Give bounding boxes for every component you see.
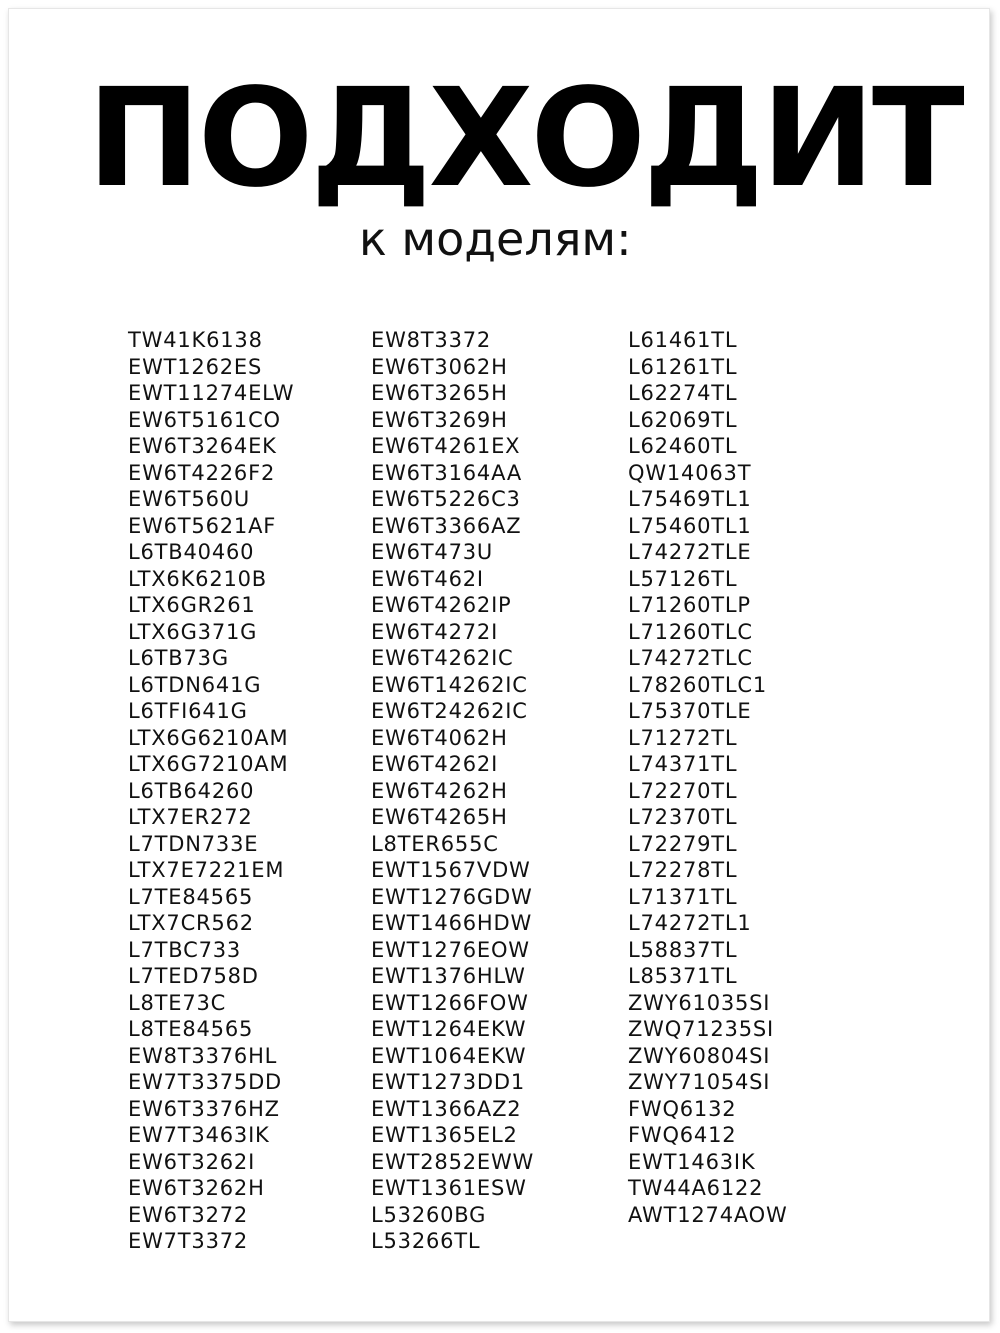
- model-item: L62274TL: [628, 381, 738, 405]
- model-item: EW6T3265H: [371, 381, 508, 405]
- model-item: LTX6G7210AM: [128, 752, 289, 776]
- model-item: L75370TLE: [628, 699, 752, 723]
- model-item: LTX6G6210AM: [128, 725, 289, 750]
- model-item: L74272TLE: [628, 540, 752, 564]
- model-item: L71371TL: [628, 884, 738, 909]
- model-item: EWT1276EOW: [371, 937, 530, 962]
- model-item: L7TBC733: [128, 937, 242, 962]
- model-item: EW6T4265H: [371, 805, 508, 829]
- model-item: EW6T3269H: [371, 407, 508, 432]
- model-item: EW6T560U: [128, 487, 251, 511]
- model-item: EWT1273DD1: [371, 1070, 526, 1094]
- model-item: L8TE73C: [128, 990, 227, 1015]
- model-item: EW6T4272I: [371, 619, 499, 644]
- model-item: ZWQ71235SI: [628, 1017, 775, 1041]
- model-item: EW8T3376HL: [128, 1043, 278, 1068]
- model-item: EWT1266FOW: [371, 990, 529, 1015]
- model-item: EWT1365EL2: [371, 1123, 518, 1147]
- model-item: EW6T4261EX: [371, 434, 521, 458]
- model-column-2: [371, 327, 534, 1255]
- model-column-1: [128, 327, 294, 1255]
- model-item: L74371TL: [628, 752, 738, 776]
- model-item: L75469TL1: [628, 487, 752, 511]
- model-item: L6TB64260: [128, 778, 255, 803]
- model-item: EW6T4062H: [371, 725, 508, 750]
- model-item: L71272TL: [628, 725, 738, 750]
- model-item: L72370TL: [628, 805, 738, 829]
- model-item: EW6T24262IC: [371, 699, 528, 723]
- model-item: L78260TLC1: [628, 672, 768, 697]
- model-item: EW6T4262H: [371, 778, 508, 803]
- model-item: L61461TL: [628, 328, 738, 352]
- model-item: ZWY60804SI: [628, 1043, 771, 1068]
- model-item: L8TER655C: [371, 831, 499, 856]
- model-item: L62069TL: [628, 407, 738, 432]
- model-item: LTX6G371G: [128, 619, 258, 644]
- model-item: EW7T3375DD: [128, 1070, 283, 1094]
- model-item: L72278TL: [628, 858, 738, 882]
- model-item: EW6T3272: [128, 1202, 249, 1227]
- model-item: EW6T462I: [371, 566, 484, 591]
- model-item: EWT1361ESW: [371, 1176, 527, 1200]
- model-item: EWT1366AZ2: [371, 1096, 522, 1121]
- model-item: LTX7E7221EM: [128, 858, 285, 882]
- model-item: EW6T5226C3: [371, 487, 521, 511]
- model-item: LTX6K6210B: [128, 566, 268, 591]
- model-item: TW41K6138: [128, 328, 263, 352]
- model-item: EW6T4262IP: [371, 593, 512, 617]
- model-item: AWT1274AOW: [628, 1202, 788, 1227]
- model-item: EW6T473U: [371, 540, 494, 564]
- model-item: FWQ6132: [628, 1096, 737, 1121]
- model-item: EWT11274ELW: [128, 381, 295, 405]
- model-item: EW7T3372: [128, 1229, 249, 1253]
- model-item: EW6T3376HZ: [128, 1096, 280, 1121]
- model-item: L7TDN733E: [128, 831, 259, 856]
- model-item: EWT1064EKW: [371, 1043, 527, 1068]
- model-column-3: [628, 327, 788, 1228]
- model-item: EWT1463IK: [628, 1149, 756, 1174]
- model-item: L71260TLC: [628, 619, 753, 644]
- model-item: L72270TL: [628, 778, 738, 803]
- model-item: L57126TL: [628, 566, 738, 591]
- page-title: ПОДХОДИТ: [87, 60, 962, 218]
- model-item: L74272TLC: [628, 646, 753, 670]
- model-item: L53260BG: [371, 1202, 487, 1227]
- model-item: QW14063T: [628, 460, 752, 485]
- model-item: EW6T3264EK: [128, 434, 277, 458]
- model-item: LTX7ER272: [128, 805, 253, 829]
- model-item: LTX6GR261: [128, 593, 256, 617]
- model-item: EW6T4262I: [371, 752, 499, 776]
- model-item: ZWY61035SI: [628, 990, 771, 1015]
- model-item: EW6T3262H: [128, 1176, 265, 1200]
- model-item: EW6T4262IC: [371, 646, 514, 670]
- model-item: L6TB40460: [128, 540, 255, 564]
- model-item: EWT1567VDW: [371, 858, 531, 882]
- model-item: L61261TL: [628, 354, 738, 379]
- model-item: EW7T3463IK: [128, 1123, 270, 1147]
- model-item: L71260TLP: [628, 593, 751, 617]
- model-item: L6TB73G: [128, 646, 229, 670]
- model-item: EW8T3372: [371, 328, 492, 352]
- model-item: EW6T5621AF: [128, 513, 277, 538]
- model-item: L72279TL: [628, 831, 738, 856]
- model-item: EWT1262ES: [128, 354, 263, 379]
- model-item: L75460TL1: [628, 513, 752, 538]
- model-item: L7TED758D: [128, 964, 259, 988]
- model-item: LTX7CR562: [128, 911, 254, 935]
- model-item: EWT1466HDW: [371, 911, 533, 935]
- model-item: EWT1264EKW: [371, 1017, 527, 1041]
- page-subtitle: к моделям:: [359, 212, 632, 266]
- model-item: L85371TL: [628, 964, 738, 988]
- model-item: EW6T3262I: [128, 1149, 256, 1174]
- model-item: EW6T5161CO: [128, 407, 281, 432]
- model-item: L6TFI641G: [128, 699, 248, 723]
- model-item: ZWY71054SI: [628, 1070, 771, 1094]
- model-item: FWQ6412: [628, 1123, 737, 1147]
- model-item: TW44A6122: [628, 1176, 764, 1200]
- model-item: L58837TL: [628, 937, 738, 962]
- model-item: EW6T14262IC: [371, 672, 528, 697]
- model-item: L7TE84565: [128, 884, 254, 909]
- model-item: L8TE84565: [128, 1017, 254, 1041]
- model-item: EWT2852EWW: [371, 1149, 535, 1174]
- model-item: L62460TL: [628, 434, 738, 458]
- model-item: EWT1376HLW: [371, 964, 526, 988]
- model-item: L6TDN641G: [128, 672, 262, 697]
- model-item: EWT1276GDW: [371, 884, 533, 909]
- model-item: L53266TL: [371, 1229, 481, 1253]
- model-item: EW6T3164AA: [371, 460, 522, 485]
- model-item: L74272TL1: [628, 911, 752, 935]
- model-item: EW6T3366AZ: [371, 513, 522, 538]
- model-item: EW6T4226F2: [128, 460, 276, 485]
- model-item: EW6T3062H: [371, 354, 508, 379]
